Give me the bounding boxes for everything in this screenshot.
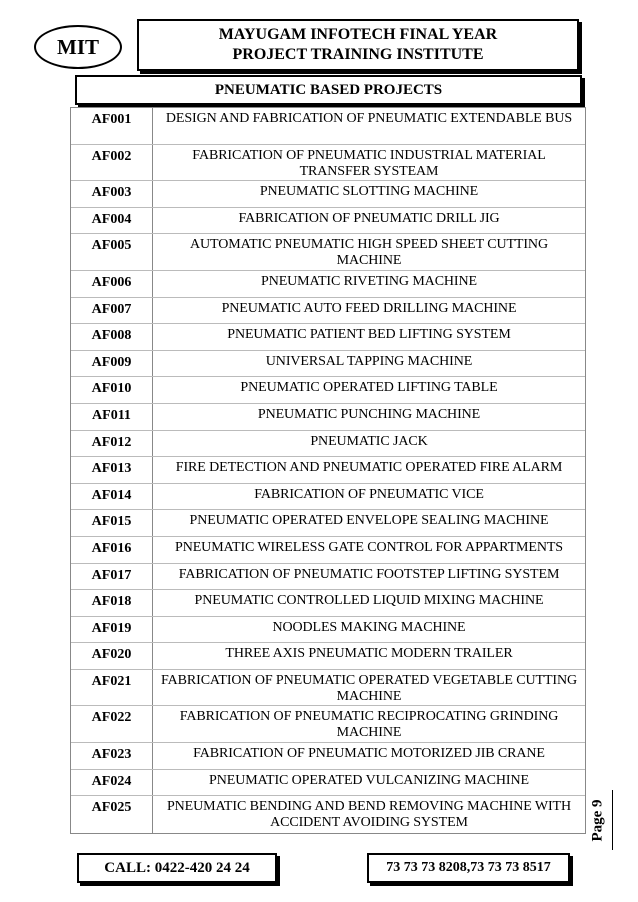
table-row — [71, 271, 585, 298]
project-title: PNEUMATIC CONTROLLED LIQUID MIXING MACHINE — [194, 593, 544, 609]
project-code: AF004 — [71, 208, 153, 234]
project-title: AUTOMATIC PNEUMATIC HIGH SPEED SHEET CUTTING MACHINE — [190, 237, 548, 269]
project-title: FIRE DETECTION AND PNEUMATIC OPERATED FIRE ALARM — [175, 460, 563, 476]
project-code: AF016 — [71, 537, 153, 563]
table-row — [71, 324, 585, 351]
project-code: AF018 — [71, 590, 153, 616]
project-title: DESIGN AND FABRICATION OF PNEUMATIC EXTENDABLE BUS — [165, 111, 573, 126]
project-title: FABRICATION OF PNEUMATIC MOTORIZED JIB CRANE — [193, 746, 545, 762]
project-title: PNEUMATIC OPERATED VULCANIZING MACHINE — [209, 772, 529, 788]
table-row — [71, 108, 585, 145]
institute-title-line1: MAYUGAM INFOTECH FINAL YEAR — [218, 26, 498, 43]
project-code: AF009 — [71, 351, 153, 377]
project-title: PNEUMATIC RIVETING MACHINE — [261, 273, 477, 289]
project-title: THREE AXIS PNEUMATIC MODERN TRAILER — [225, 646, 513, 662]
project-code: AF024 — [71, 770, 153, 796]
project-title: PNEUMATIC JACK — [310, 433, 428, 449]
table-row — [71, 564, 585, 591]
section-title: PNEUMATIC BASED PROJECTS — [75, 75, 582, 105]
project-title: PNEUMATIC BENDING AND BEND REMOVING MACHINE WITH ACCIDENT AVOIDING SYSTEM — [166, 799, 572, 831]
project-code: AF012 — [71, 431, 153, 457]
project-title: FABRICATION OF PNEUMATIC INDUSTRIAL MATERIAL TRANSFER SYSTEAM — [192, 147, 546, 179]
table-row — [71, 351, 585, 378]
project-title: PNEUMATIC OPERATED LIFTING TABLE — [240, 380, 498, 396]
table-row — [71, 617, 585, 644]
project-code: AF019 — [71, 617, 153, 643]
project-code: AF010 — [71, 377, 153, 403]
table-row — [71, 770, 585, 797]
table-row — [71, 670, 585, 707]
project-code: AF005 — [71, 234, 153, 270]
project-code: AF022 — [71, 706, 153, 742]
project-title: NOODLES MAKING MACHINE — [272, 619, 466, 635]
table-row — [71, 510, 585, 537]
project-code: AF020 — [71, 643, 153, 669]
project-title: PNEUMATIC SLOTTING MACHINE — [259, 184, 479, 200]
table-row — [71, 590, 585, 617]
table-row — [71, 743, 585, 770]
project-code: AF007 — [71, 298, 153, 324]
table-row — [71, 537, 585, 564]
institute-title-box — [137, 19, 579, 71]
table-row — [71, 706, 585, 743]
table-row — [71, 404, 585, 431]
table-row — [71, 457, 585, 484]
project-code: AF006 — [71, 271, 153, 297]
call-number-box: CALL: 0422-420 24 24 — [77, 853, 277, 883]
table-row — [71, 431, 585, 458]
table-row — [71, 484, 585, 511]
table-row — [71, 643, 585, 670]
project-code: AF011 — [71, 404, 153, 430]
project-code: AF008 — [71, 324, 153, 350]
phone-numbers-box: 73 73 73 8208,73 73 73 8517 — [367, 853, 570, 883]
project-title: PNEUMATIC AUTO FEED DRILLING MACHINE — [221, 300, 517, 316]
project-code: AF003 — [71, 181, 153, 207]
table-row — [71, 181, 585, 208]
project-title: PNEUMATIC OPERATED ENVELOPE SEALING MACHINE — [189, 513, 549, 529]
table-row — [71, 234, 585, 271]
project-code: AF021 — [71, 670, 153, 706]
project-title: UNIVERSAL TAPPING MACHINE — [265, 353, 473, 369]
institute-title-line2: PROJECT TRAINING INSTITUTE — [232, 46, 484, 63]
project-title: FABRICATION OF PNEUMATIC VICE — [254, 486, 484, 502]
mit-logo: MIT — [34, 25, 122, 69]
table-row — [71, 298, 585, 325]
project-code: AF001 — [71, 108, 153, 144]
project-code: AF023 — [71, 743, 153, 769]
table-row — [71, 145, 585, 182]
table-row — [71, 796, 585, 833]
project-title: PNEUMATIC PATIENT BED LIFTING SYSTEM — [227, 327, 511, 343]
project-code: AF014 — [71, 484, 153, 510]
project-title: FABRICATION OF PNEUMATIC DRILL JIG — [238, 210, 500, 226]
project-title: FABRICATION OF PNEUMATIC OPERATED VEGETABLE CUTTING MACHINE — [161, 672, 577, 704]
project-code: AF017 — [71, 564, 153, 590]
project-title: FABRICATION OF PNEUMATIC RECIPROCATING GRINDING MACHINE — [179, 709, 559, 741]
page-number-label: Page 9 — [589, 798, 606, 842]
project-title: PNEUMATIC PUNCHING MACHINE — [257, 406, 481, 422]
project-code: AF025 — [71, 796, 153, 833]
project-code: AF013 — [71, 457, 153, 483]
projects-table — [70, 107, 586, 834]
page-number — [588, 790, 608, 850]
project-title: PNEUMATIC WIRELESS GATE CONTROL FOR APPARTMENTS — [175, 539, 563, 555]
project-title: FABRICATION OF PNEUMATIC FOOTSTEP LIFTING SYSTEM — [178, 566, 560, 582]
table-row — [71, 377, 585, 404]
project-code: AF002 — [71, 145, 153, 181]
table-row — [71, 208, 585, 235]
project-code: AF015 — [71, 510, 153, 536]
page-number-rule — [612, 790, 613, 850]
